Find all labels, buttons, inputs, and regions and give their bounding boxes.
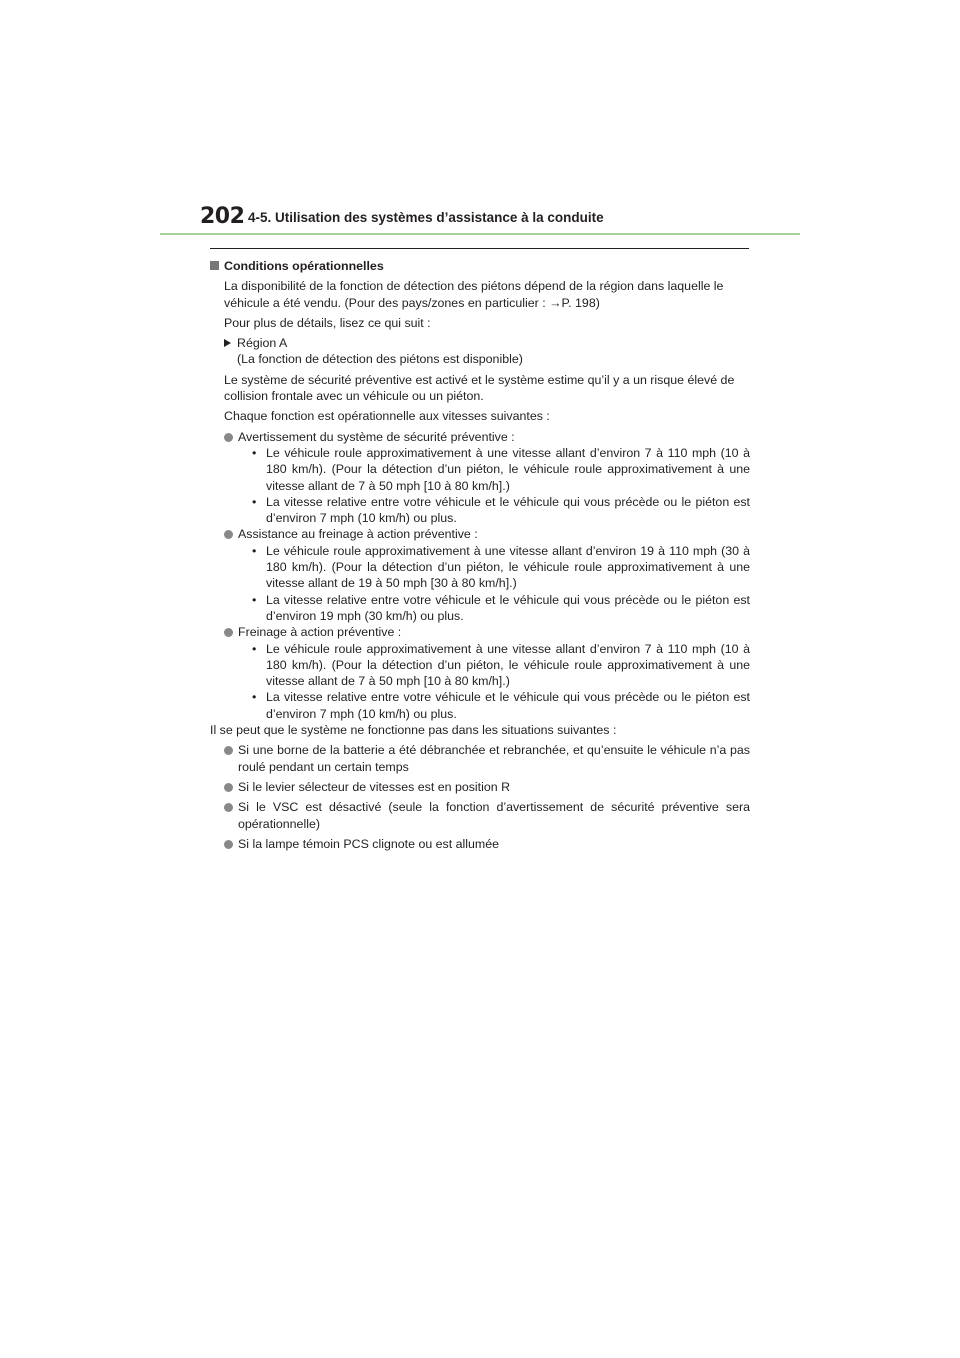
square-bullet-icon [210,261,219,270]
function-title: Avertissement du système de sécurité préventive : [238,429,515,444]
function-warning [210,429,750,527]
details-paragraph: Pour plus de détails, lisez ce qui suit : [224,315,431,330]
speeds-intro: Chaque fonction est opérationnelle aux vitesses suivantes : [224,409,550,424]
function-brake-assist [210,526,750,624]
heading-text: Conditions opérationnelles [224,259,384,273]
circle-bullet-icon [224,840,233,849]
circle-bullet-icon [224,530,233,539]
content [210,258,750,856]
function-braking [210,624,750,722]
conditions-heading [210,258,750,274]
page-number: 202 [200,204,245,229]
triangle-arrow-icon [224,339,231,347]
sub-point: • La vitesse relative entre votre véhicule et le véhicule qui vous précède ou le piéton est d’environ 7 mph (10 km/h) ou plus. [252,494,750,526]
circle-bullet-icon [224,783,233,792]
sub-point: • Le véhicule roule approximativement à une vitesse allant d’environ 7 à 110 mph (10 à 180 km/h). (Pour la détection d’un piéton, le véhicule roule approximativement à une vitesse allant de 7 à 50 mph [10 à 80 km/h].) [252,445,750,493]
sub-point: • La vitesse relative entre votre véhicule et le véhicule qui vous précède ou le piéton est d’environ 7 mph (10 km/h) ou plus. [252,690,750,721]
function-title-row [224,624,750,640]
sub-point: • Le véhicule roule approximativement à une vitesse allant d’environ 19 à 110 mph (30 à 180 km/h). (Pour la détection d’un piéton, le véhicule roule approximativement à une vitesse allant de 19 à 50 mph [30 à 80 km/h].) [252,543,750,591]
header-rule [160,233,800,235]
circle-bullet-icon [224,803,233,812]
limitations-intro: Il se peut que le système ne fonctionne pas dans les situations suivantes : [210,723,617,738]
circle-bullet-icon [224,628,233,637]
limitation-item: Si le levier sélecteur de vitesses est en position R [210,779,750,795]
sub-point: • Le véhicule roule approximativement à une vitesse allant d’environ 7 à 110 mph (10 à 180 km/h). (Pour la détection d’un piéton, le véhicule roule approximativement à une vitesse allant de 7 à 50 mph [10 à 80 km/h].) [252,641,750,689]
intro-paragraph: La disponibilité de la fonction de détection des piétons dépend de la région dans laquelle le véhicule a été vendu. (Pour des pays/zones en particulier : →P. 198) [224,279,724,310]
region-title: Région A [237,336,288,351]
sub-point: • La vitesse relative entre votre véhicule et le véhicule qui vous précède ou le piéton est d’environ 19 mph (30 km/h) ou plus. [252,592,750,623]
region-note: (La fonction de détection des piétons est disponible) [237,352,523,367]
function-title: Assistance au freinage à action préventive : [238,527,478,542]
content-rule [210,248,749,249]
circle-bullet-icon [224,746,233,755]
limitation-item: Si le VSC est désactivé (seule la fonction d’avertissement de sécurité préventive sera opérationnelle) [210,799,750,832]
region-item [210,335,750,368]
limitation-item: Si la lampe témoin PCS clignote ou est allumée [210,836,750,852]
circle-bullet-icon [224,433,233,442]
section-title: 4-5. Utilisation des systèmes d’assistance à la conduite [248,210,604,225]
function-title: Freinage à action préventive : [238,625,402,640]
activation-paragraph: Le système de sécurité préventive est activé et le système estime qu’il y a un risque élevé de collision frontale avec un véhicule ou un piéton. [224,372,735,404]
function-title-row [224,429,750,445]
limitation-item: Si une borne de la batterie a été débranchée et rebranchée, et qu’ensuite le véhicule n’a pas roulé pendant un certain temps [210,742,750,775]
function-title-row [224,526,750,542]
